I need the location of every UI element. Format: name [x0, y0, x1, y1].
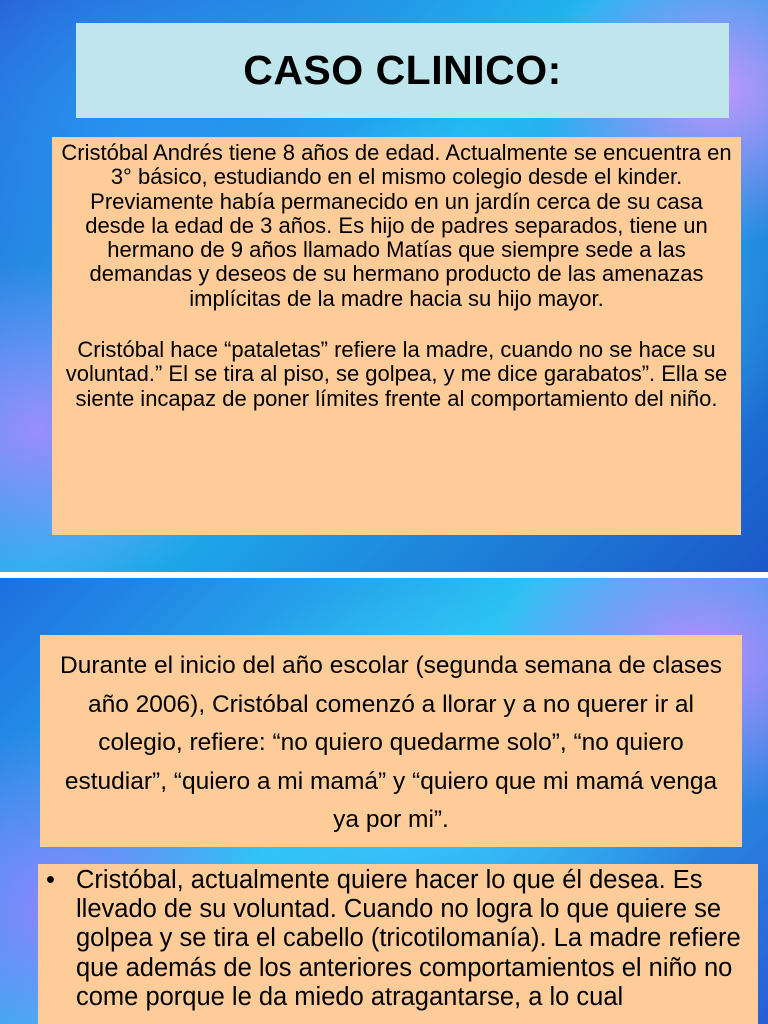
case-paragraph-2: Cristóbal hace “pataletas” refiere la madre, cuando no se hace su voluntad.” El se tira al piso, se golpea, y me dice garabatos”. Ella se siente incapaz de poner límites frente al comportamiento del niño.: [65, 337, 728, 411]
slide-2: [0, 578, 768, 1024]
school-start-text: Durante el inicio del año escolar (segunda semana de clases año 2006), Cristóbal comenzó a llorar y a no querer ir al colegio, refiere: “no quiero quedarme solo”, “no quiero estudiar”, “quiero a mi mamá” y “quiero que mi mamá venga ya por mi”.: [60, 652, 722, 833]
case-description-box: [52, 137, 741, 535]
slide-title: CASO CLINICO:: [243, 47, 562, 93]
bullet-list: [46, 866, 748, 1012]
bullet-box: [38, 864, 758, 1024]
list-item: [46, 866, 748, 1012]
case-paragraph-1: Cristóbal Andrés tiene 8 años de edad. Actualmente se encuentra en 3° básico, estudiando en el mismo colegio desde el kinder. Previamente había permanecido en un jardín cerca de su casa desde la edad de 3 años. Es hijo de padres separados, tiene un hermano de 9 años llamado Matías que siempre sede a las demandas y deseos de su hermano producto de las amenazas implícitas de la madre hacia su hijo mayor.: [61, 140, 732, 311]
bullet-marker: •: [46, 866, 55, 894]
bullet-text: Cristóbal, actualmente quiere hacer lo que él desea. Es llevado de su voluntad. Cuando no logra lo que quiere se golpea y se tira el cabello (tricotilomanía). La madre refiere que además de los anteriores comportamientos el niño no come porque le da miedo atragantarse, a lo cual: [76, 866, 741, 1011]
school-start-box: [40, 635, 742, 847]
title-box: [76, 23, 729, 118]
